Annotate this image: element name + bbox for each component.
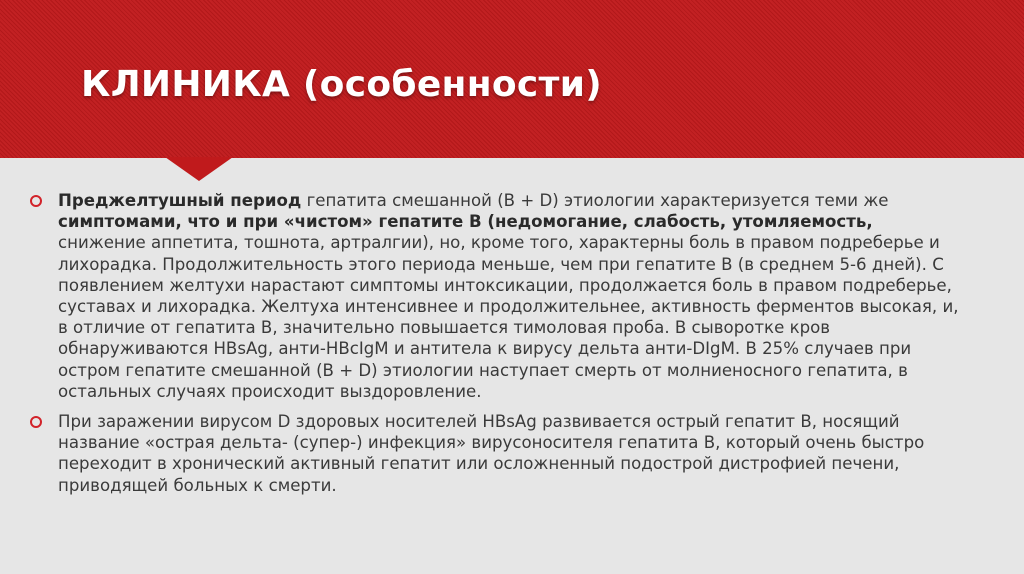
banner-notch (165, 157, 233, 181)
title-banner (0, 0, 1024, 158)
bullet-item-preicteric (30, 190, 965, 402)
bullet-text: При заражении вирусом D здоровых носителей HBsAg развивается острый гепатит В, носящий название «острая дельта- (супер-) инфекция» вирусоносителя гепатита В, который очень быстро переходит в хронический активный гепатит или осложненный подострой дистрофией печени, приводящей больных к смерти. (58, 412, 925, 495)
text-run: снижение аппетита, тошнота, артралгии), но, кроме того, характерны боль в правом подреберье и лихорадка. Продолжительность этого периода меньше, чем при гепатите В (в среднем 5-6 дней). С появлением желтухи нарастают симптомы интоксикации, продолжается боль в правом подреберье, суставах и лихорадка. Желтуха интенсивнее и продолжительнее, активность ферментов высокая, и, в отличие от гепатита В, значительно повышается тимоловая проба. В сыворотке кров обнаруживаются HBsAg, анти-HBcIgM и антитела к вирусу дельта анти-DIgM. В 25% случаев при остром гепатите смешанной (В + D) этиологии наступает смерть от молниеносного гепатита, в остальных случаях происходит выздоровление. (58, 233, 959, 401)
slide-body (30, 190, 965, 505)
bullet-item-superinfection (30, 411, 965, 496)
slide-title: КЛИНИКА (особенности) (81, 64, 603, 105)
text-run: гепатита смешанной (В + D) этиологии характеризуется теми же (301, 191, 889, 210)
circle-bullet-icon (30, 195, 42, 207)
bullet-text (58, 190, 965, 402)
circle-bullet-icon (30, 416, 42, 428)
bold-term: Преджелтушный период (58, 191, 302, 210)
bold-text-run: симптомами, что и при «чистом» гепатите В (недомогание, слабость, утомляемость, (58, 212, 873, 232)
